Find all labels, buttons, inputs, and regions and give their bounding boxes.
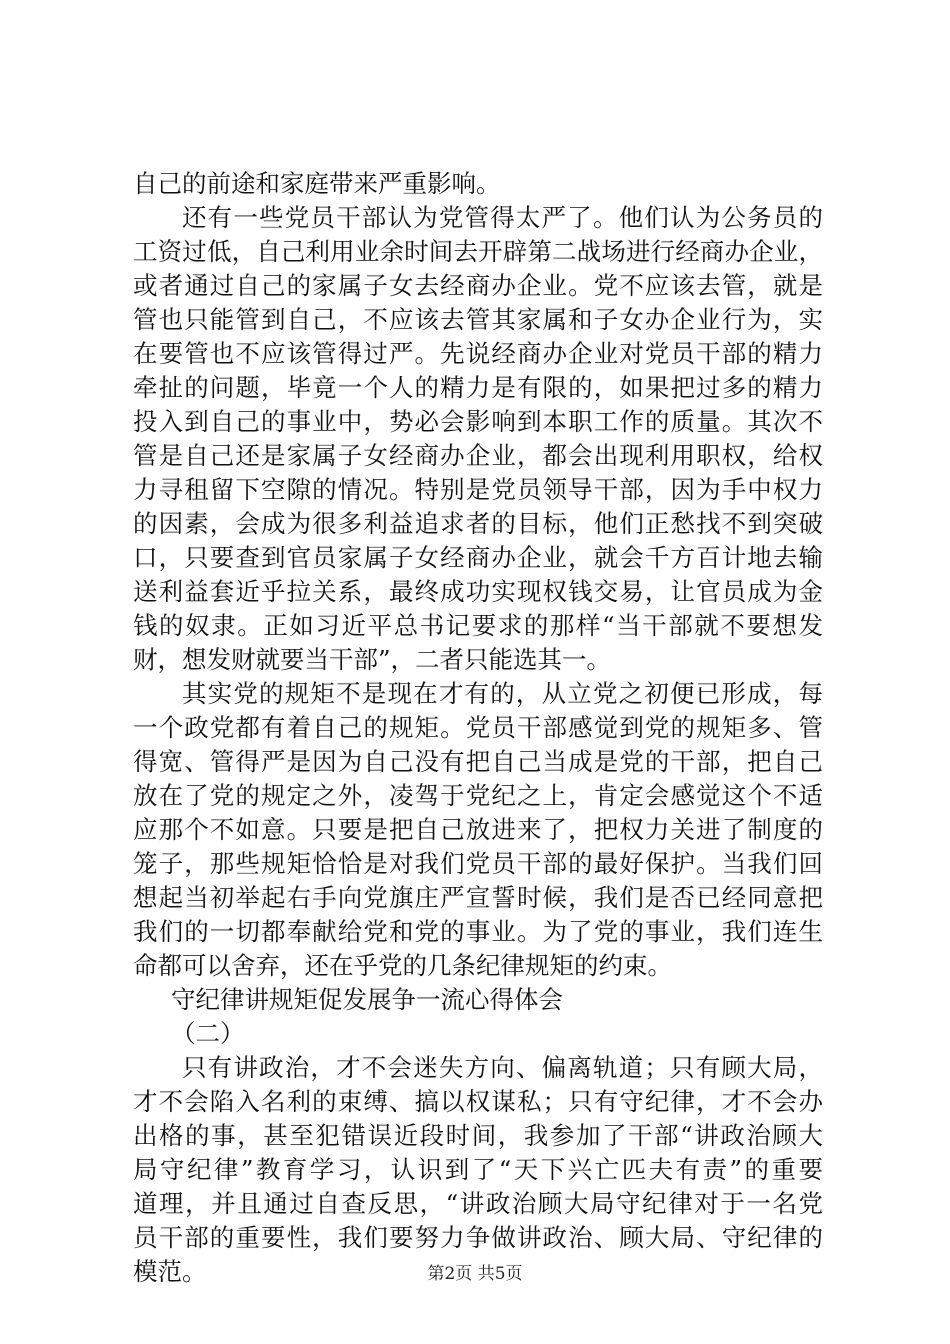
paragraph-first-line: 还有一些党员干部认为党管得太严了。他们认为公务员的 — [182, 203, 823, 232]
section-heading: 守纪律讲规矩促发展争一流心得体会 — [171, 985, 563, 1014]
paragraph-first-line: 其实党的规矩不是现在才有的，从立党之初便已形成，每 — [182, 679, 823, 708]
text-line: 管是自己还是家属子女经商办企业，都会出现利用职权，给权 — [133, 441, 823, 470]
text-line: 管也只能管到自己，不应该去管其家属和子女办企业行为，实 — [133, 305, 823, 334]
text-line: 放在了党的规定之外，凌驾于党纪之上，肯定会感觉这个不适 — [133, 781, 823, 810]
text-line: 笼子，那些规矩恰恰是对我们党员干部的最好保护。当我们回 — [133, 849, 823, 878]
text-line: 工资过低，自己利用业余时间去开辟第二战场进行经商办企业， — [133, 237, 823, 266]
text-line: 的因素，会成为很多利益追求者的目标，他们正愁找不到突破 — [133, 509, 823, 538]
section-number: （二） — [171, 1019, 245, 1048]
text-line: 在要管也不应该管得过严。先说经商办企业对党员干部的精力 — [133, 339, 823, 368]
text-line: 出格的事，甚至犯错误近段时间，我参加了干部“讲政治顾大 — [133, 1121, 823, 1150]
text-line: 得宽、管得严是因为自己没有把自己当成是党的干部，把自己 — [133, 747, 823, 776]
text-line: 钱的奴隶。正如习近平总书记要求的那样“当干部就不要想发 — [133, 611, 823, 640]
text-line: 力寻租留下空隙的情况。特别是党员领导干部，因为手中权力 — [133, 475, 823, 504]
text-line: 局守纪律”教育学习，认识到了“天下兴亡匹夫有责”的重要 — [133, 1155, 823, 1184]
text-line: 想起当初举起右手向党旗庄严宣誓时候，我们是否已经同意把 — [133, 883, 823, 912]
text-line: 命都可以舍弃，还在乎党的几条纪律规矩的约束。 — [133, 951, 672, 980]
text-line: 送利益套近乎拉关系，最终成功实现权钱交易，让官员成为金 — [133, 577, 823, 606]
page-number-footer: 第2页 共5页 — [427, 1264, 523, 1284]
text-line: 道理，并且通过自查反思，“讲政治顾大局守纪律对于一名党 — [133, 1189, 823, 1218]
text-line: 模范。 — [133, 1257, 207, 1286]
text-line: 或者通过自己的家属子女去经商办企业。党不应该去管，就是 — [133, 271, 823, 300]
text-line: 口，只要查到官员家属子女经商办企业，就会千方百计地去输 — [133, 543, 823, 572]
text-line: 一个政党都有着自己的规矩。党员干部感觉到党的规矩多、管 — [133, 713, 823, 742]
paragraph-first-line: 只有讲政治，才不会迷失方向、偏离轨道；只有顾大局， — [182, 1053, 823, 1082]
text-line: 才不会陷入名利的束缚、搞以权谋私；只有守纪律，才不会办 — [133, 1087, 823, 1116]
text-line: 应那个不如意。只要是把自己放进来了，把权力关进了制度的 — [133, 815, 823, 844]
text-line: 自己的前途和家庭带来严重影响。 — [133, 169, 501, 198]
text-line: 财，想发财就要当干部”，二者只能选其一。 — [133, 645, 612, 674]
document-body — [133, 167, 823, 1289]
text-line: 我们的一切都奉献给党和党的事业。为了党的事业，我们连生 — [133, 917, 823, 946]
text-line: 员干部的重要性，我们要努力争做讲政治、顾大局、守纪律的 — [133, 1223, 823, 1252]
text-line: 牵扯的问题，毕竟一个人的精力是有限的，如果把过多的精力 — [133, 373, 823, 402]
text-line: 投入到自己的事业中，势必会影响到本职工作的质量。其次不 — [133, 407, 823, 436]
